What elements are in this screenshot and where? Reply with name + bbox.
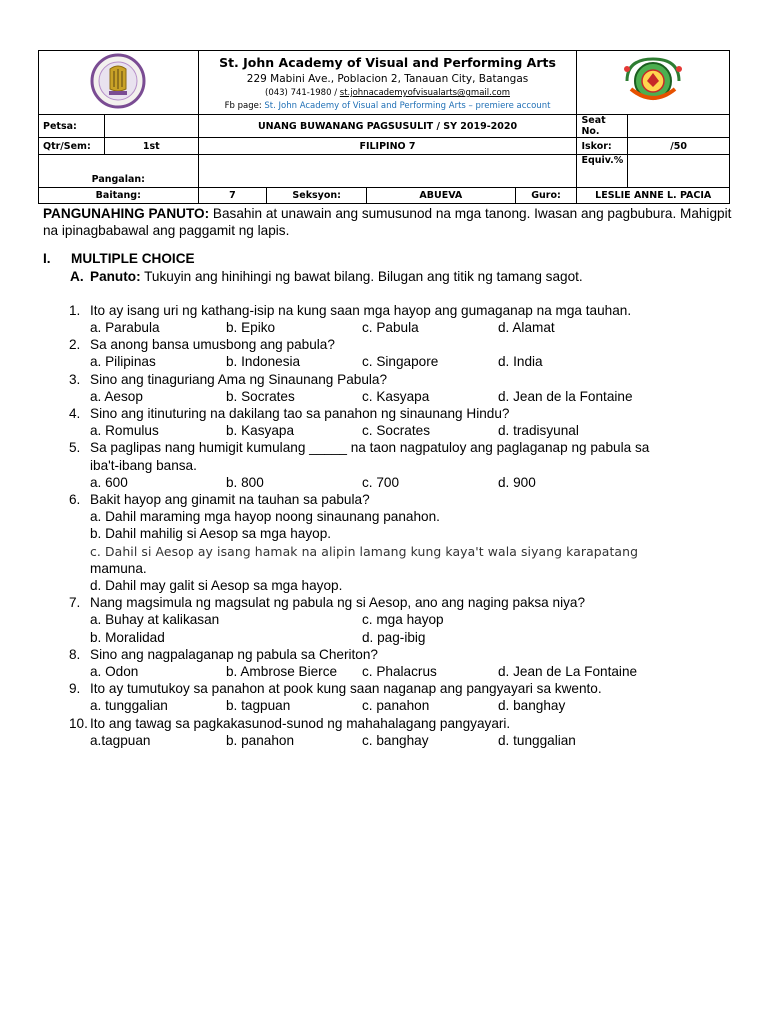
qtr-value: 1st <box>104 138 198 155</box>
question-8 <box>43 646 733 663</box>
options-row <box>90 474 733 491</box>
qtr-label: Qtr/Sem: <box>39 138 105 155</box>
options-row <box>90 697 733 714</box>
petsa-field[interactable] <box>104 115 198 138</box>
school-fb-page <box>203 101 573 111</box>
instructions-title: PANGUNAHING PANUTO: <box>43 206 210 221</box>
question-text: Sino ang nagpalaganap ng pabula sa Cheriton? <box>90 646 378 662</box>
option-d[interactable]: d. Alamat <box>498 320 555 336</box>
seksyon-label: Seksyon: <box>267 188 367 204</box>
fb-label: Fb page: <box>224 101 265 111</box>
question-4 <box>43 405 733 422</box>
options-row <box>90 629 733 646</box>
question-text: Ito ang tawag sa pagkakasunod-sunod ng mahahalagang pangyayari. <box>90 715 511 731</box>
question-text: Bakit hayop ang ginamit na tauhan sa pabula? <box>90 491 370 507</box>
seat-label: Seat No. <box>577 115 628 138</box>
option-a[interactable]: a. Odon <box>90 663 139 679</box>
question-5 <box>43 439 733 456</box>
equiv-field[interactable] <box>628 155 730 188</box>
city-seal-logo <box>613 53 693 109</box>
subsection-instructions <box>70 268 733 285</box>
question-6 <box>43 491 733 508</box>
exam-header-table <box>38 50 730 204</box>
options-row <box>90 319 733 336</box>
section-heading <box>43 250 733 267</box>
question-2 <box>43 336 733 353</box>
options-row <box>90 353 733 370</box>
option-b[interactable]: b. panahon <box>226 732 295 748</box>
question-text: Sa paglipas nang humigit kumulang _____ na taon nagpatuloy ang paglaganap ng pabula sa <box>90 440 650 456</box>
option-c-continued: mamuna. <box>90 560 147 576</box>
question-number: 3. <box>69 371 81 387</box>
option-c[interactable]: c. Dahil si Aesop ay isang hamak na alipin lamang kung kaya't wala siyang karapatang <box>90 543 639 559</box>
school-phone: (043) 741-1980 / <box>265 88 340 98</box>
seat-field[interactable] <box>628 115 730 138</box>
question-1 <box>43 302 733 319</box>
option-a[interactable]: a. Parabula <box>90 320 160 336</box>
guro-label: Guro: <box>515 188 577 204</box>
option-c[interactable]: c. 700 <box>362 474 400 490</box>
option-d[interactable]: d. India <box>498 354 543 370</box>
option-c[interactable]: c. panahon <box>362 698 430 714</box>
option-b[interactable]: b. 800 <box>226 474 264 490</box>
question-text: Nang magsimula ng magsulat ng pabula ng si Aesop, ano ang naging paksa niya? <box>90 595 586 611</box>
option-b[interactable]: b. Moralidad <box>90 629 165 645</box>
left-logo-cell <box>39 51 199 115</box>
section-roman: I. <box>43 251 51 267</box>
option-b[interactable]: b. Kasyapa <box>226 423 295 439</box>
question-text: Ito ay isang uri ng kathang-isip na kung saan mga hayop ang gumaganap na mga tauhan. <box>90 302 632 318</box>
option-a[interactable]: a. Aesop <box>90 388 143 404</box>
question-number: 8. <box>69 646 81 662</box>
question-text: Sa anong bansa umusbong ang pabula? <box>90 337 335 353</box>
option-d[interactable]: d. Jean de La Fontaine <box>498 663 638 679</box>
options-row <box>90 422 733 439</box>
option-d[interactable]: d. 900 <box>498 474 536 490</box>
equiv-label: Equiv.% <box>577 155 628 188</box>
option-a[interactable]: a. 600 <box>90 474 128 490</box>
option-d[interactable]: d. tunggalian <box>498 732 576 748</box>
pangalan-field[interactable] <box>198 155 577 188</box>
option-d[interactable]: d. Dahil may galit si Aesop sa mga hayop. <box>90 577 343 593</box>
options-row <box>90 663 733 680</box>
exam-content <box>43 205 733 749</box>
right-logo-cell <box>577 51 730 115</box>
question-number: 4. <box>69 405 81 421</box>
iskor-value: /50 <box>628 138 730 155</box>
question-10 <box>43 715 733 732</box>
option-d[interactable]: d. banghay <box>498 698 566 714</box>
question-number: 6. <box>69 491 81 507</box>
question-number: 1. <box>69 302 81 318</box>
option-c[interactable]: c. Kasyapa <box>362 388 430 404</box>
question-text: Sino ang tinaguriang Ama ng Sinaunang Pabula? <box>90 371 388 387</box>
option-b[interactable]: b. Socrates <box>226 388 295 404</box>
subject-title: FILIPINO 7 <box>198 138 577 155</box>
question-7 <box>43 594 733 611</box>
question-number: 9. <box>69 681 81 697</box>
option-c[interactable]: c. Socrates <box>362 423 430 439</box>
instructions-text: Basahin at unawain ang sumusunod na mga tanong. Iwasan ang pagbubura. Mahigpit na ipinagbabawal ang paggamit ng lapis. <box>43 206 732 239</box>
school-name: St. John Academy of Visual and Performing Arts <box>219 55 556 70</box>
baitang-label: Baitang: <box>39 188 199 204</box>
option-a[interactable]: a. Pilipinas <box>90 354 156 370</box>
school-address: 229 Mabini Ave., Poblacion 2, Tanauan City, Batangas <box>246 73 529 85</box>
option-a[interactable]: a. tunggalian <box>90 698 168 714</box>
fb-page-link[interactable]: St. John Academy of Visual and Performing Arts – premiere account <box>264 101 551 111</box>
option-b[interactable]: b. Indonesia <box>226 354 301 370</box>
options-row <box>90 611 733 628</box>
pangalan-label: Pangalan: <box>39 155 199 188</box>
subsection-title: Panuto: <box>90 268 141 284</box>
petsa-label: Petsa: <box>39 115 105 138</box>
academy-seal-logo <box>79 53 157 109</box>
options-row <box>90 388 733 405</box>
question-text: Ito ay tumutukoy sa panahon at pook kung saan naganap ang pangyayari sa kwento. <box>90 681 602 697</box>
school-email-link[interactable]: st.johnacademyofvisualarts@gmail.com <box>339 88 510 98</box>
option-c[interactable]: c. Phalacrus <box>362 663 437 679</box>
question-number: 2. <box>69 337 81 353</box>
option-d[interactable]: d. pag-ibig <box>362 629 426 645</box>
option-b[interactable]: b. tagpuan <box>226 698 291 714</box>
question-number: 5. <box>69 440 81 456</box>
subsection-text: Tukuyin ang hinihingi ng bawat bilang. Bilugan ang titik ng tamang sagot. <box>140 268 583 284</box>
option-c[interactable]: c. banghay <box>362 732 429 748</box>
question-9 <box>43 680 733 697</box>
option-a[interactable]: a. Dahil maraming mga hayop noong sinaunang panahon. <box>90 509 440 525</box>
question-text-continued: iba't-ibang bansa. <box>90 457 197 473</box>
subsection-letter: A. <box>70 268 84 284</box>
question-number: 10. <box>69 715 88 731</box>
option-c[interactable]: c. mga hayop <box>362 612 444 628</box>
general-instructions <box>43 205 733 239</box>
baitang-value: 7 <box>198 188 267 204</box>
option-d[interactable]: d. Jean de la Fontaine <box>498 388 633 404</box>
option-a[interactable]: a. Romulus <box>90 423 159 439</box>
option-b[interactable]: b. Epiko <box>226 320 276 336</box>
options-row <box>90 732 733 749</box>
option-b[interactable]: b. Ambrose Bierce <box>226 663 338 679</box>
question-3 <box>43 371 733 388</box>
school-contact <box>203 88 573 98</box>
exam-title: UNANG BUWANANG PAGSUSULIT / SY 2019-2020 <box>198 115 577 138</box>
option-c[interactable]: c. Pabula <box>362 320 419 336</box>
section-title: MULTIPLE CHOICE <box>71 251 195 267</box>
question-text: Sino ang itinuturing na dakilang tao sa panahon ng sinaunang Hindu? <box>90 405 510 421</box>
option-d[interactable]: d. tradisyunal <box>498 423 579 439</box>
question-number: 7. <box>69 595 81 611</box>
option-a[interactable]: a.tagpuan <box>90 732 151 748</box>
seksyon-value: ABUEVA <box>367 188 516 204</box>
option-c[interactable]: c. Singapore <box>362 354 439 370</box>
option-b[interactable]: b. Dahil mahilig si Aesop sa mga hayop. <box>90 526 332 542</box>
guro-value: LESLIE ANNE L. PACIA <box>577 188 730 204</box>
option-a[interactable]: a. Buhay at kalikasan <box>90 612 220 628</box>
iskor-label: Iskor: <box>577 138 628 155</box>
school-info-cell <box>198 51 577 115</box>
